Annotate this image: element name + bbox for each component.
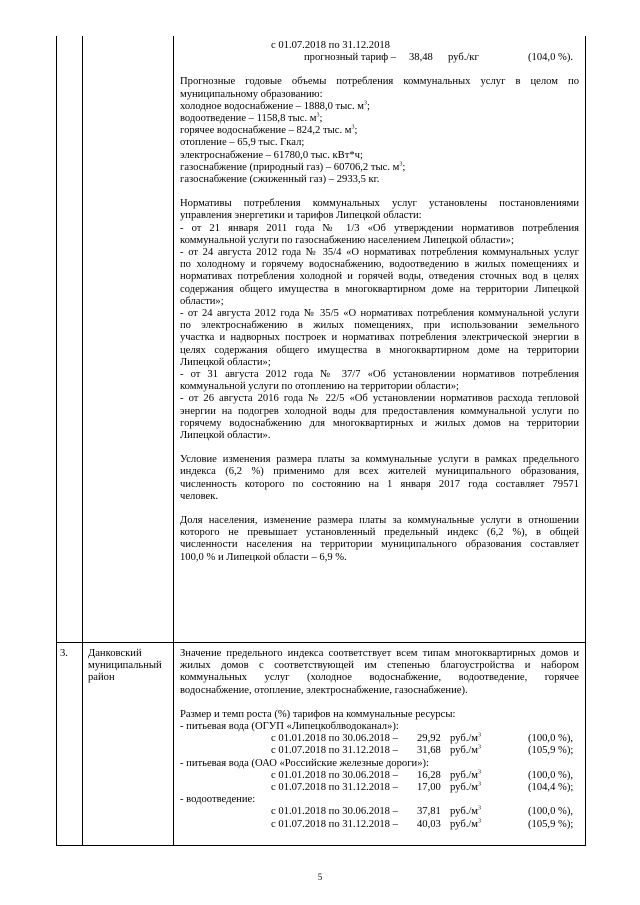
tariff-growth: (105,9 %); bbox=[528, 818, 574, 830]
tariff-value: 29,92 bbox=[417, 733, 441, 745]
unit-exponent: 3 bbox=[478, 744, 481, 751]
tariff-unit-wrap bbox=[450, 745, 481, 757]
volume-text: газоснабжение (сжиженный газ) – 2933,5 кг. bbox=[180, 174, 380, 185]
unit-exponent: 3 bbox=[399, 161, 403, 168]
text-line: горячему водоснабжению для многоквартирных и жилых домов на территории bbox=[180, 417, 579, 429]
index-paragraph bbox=[180, 648, 579, 697]
tariff-row bbox=[180, 782, 579, 794]
volume-item bbox=[180, 125, 579, 137]
district-line: Данковский bbox=[88, 648, 142, 659]
tariff-unit: руб./м bbox=[450, 745, 478, 757]
text-line: Липецкой области»; bbox=[180, 356, 271, 368]
tariff-growth: (100,0 %), bbox=[528, 733, 574, 745]
tariff-value: 16,28 bbox=[417, 769, 441, 781]
tariff-period: с 01.01.2018 по 30.06.2018 – bbox=[271, 769, 398, 781]
tariff-row bbox=[180, 806, 579, 818]
text-line: области»; bbox=[180, 295, 224, 307]
tariff-period: с 01.01.2018 по 30.06.2018 – bbox=[271, 733, 398, 745]
table-border-bottom bbox=[56, 845, 586, 846]
tariff-value: 17,00 bbox=[417, 781, 441, 793]
tariff-value: 40,03 bbox=[417, 818, 441, 830]
tariff-period: с 01.07.2018 по 31.12.2018 – bbox=[271, 745, 398, 757]
table-border-left bbox=[56, 36, 57, 846]
unit-exponent: 3 bbox=[478, 805, 481, 812]
content-cell-row3 bbox=[180, 648, 579, 831]
text-line: которого не превышает установленный предельный индекс (6,2 %), в общей bbox=[180, 527, 579, 539]
volume-text: газоснабжение (природный газ) – 60706,2 тыс. м bbox=[180, 161, 400, 173]
tariffs-intro: Размер и темп роста (%) тарифов на коммунальные ресурсы: bbox=[180, 708, 456, 720]
tariff-unit-wrap bbox=[450, 819, 481, 831]
volume-text: отопление – 65,9 тыс. Гкал; bbox=[180, 137, 305, 149]
volume-item bbox=[180, 162, 579, 174]
volume-tail: ; bbox=[402, 161, 406, 173]
volumes-list bbox=[180, 101, 579, 186]
share-paragraph bbox=[180, 515, 579, 564]
text-line: энергии на подогрев холодной воды для предоставления коммунальной услуги по bbox=[180, 405, 579, 417]
tariff-row bbox=[180, 745, 579, 757]
text-line: - от 21 января 2011 года № 1/3 «Об утверждении нормативов потребления bbox=[180, 222, 579, 234]
text-line: - от 26 августа 2016 года № 22/5 «Об установлении нормативов расхода тепловой bbox=[180, 393, 579, 405]
text-line: жилых домов с соответствующей им степенью благоустройства и набором bbox=[180, 660, 579, 672]
condition-paragraph bbox=[180, 454, 579, 503]
volume-text: электроснабжение – 61780,0 тыс. кВт*ч; bbox=[180, 149, 363, 161]
tariff-row bbox=[180, 770, 579, 782]
tariff-growth: (104,4 %); bbox=[528, 781, 574, 793]
text-line: численность которого по состоянию на 1 января 2017 года составляет 79571 bbox=[180, 478, 579, 490]
volume-tail: ; bbox=[354, 125, 358, 137]
unit-exponent: 3 bbox=[478, 769, 481, 776]
tariff-period: с 01.07.2018 по 31.12.2018 – bbox=[271, 818, 398, 830]
tariff-period: с 01.07.2018 по 31.12.2018 bbox=[271, 40, 390, 51]
page-number: 5 bbox=[317, 872, 323, 882]
volume-tail: ; bbox=[319, 112, 323, 124]
tariff-line bbox=[180, 52, 579, 64]
norms-paragraph bbox=[180, 198, 579, 442]
volume-item bbox=[180, 174, 579, 186]
row-number: 3. bbox=[60, 648, 68, 659]
text-line: целях содержания общего имущества в многоквартирном доме на территории bbox=[180, 344, 579, 356]
content-cell-row2 bbox=[180, 40, 579, 564]
volume-item bbox=[180, 113, 579, 125]
tariff-group-title: - водоотведение: bbox=[180, 794, 256, 806]
text-line: Условие изменения размера платы за коммунальные услуги в рамках предельного bbox=[180, 454, 579, 466]
tariff-row bbox=[180, 733, 579, 745]
unit-exponent: 3 bbox=[478, 818, 481, 825]
text-line: индекса (6,2 %) применимо для всех жителей муниципального образования, bbox=[180, 466, 579, 478]
tariff-unit-wrap bbox=[450, 770, 481, 782]
tariff-growth: (100,0 %), bbox=[528, 806, 574, 818]
unit-exponent: 3 bbox=[316, 112, 320, 119]
tariff-value: 38,48 bbox=[409, 52, 433, 64]
unit-exponent: 3 bbox=[478, 781, 481, 788]
table-border-col2 bbox=[173, 36, 174, 846]
text-line: нормативах потребления холодной и горячей воды, отведения сточных вод в целях bbox=[180, 271, 579, 283]
text-line: участка и надворных построек и нормативах потребления электрической энергии в bbox=[180, 332, 579, 344]
tariff-unit: руб./м bbox=[450, 818, 478, 830]
district-line: муниципальный bbox=[88, 660, 162, 672]
volume-item bbox=[180, 150, 579, 162]
text-line: - от 24 августа 2012 года № 35/5 «О нормативах потребления коммунальной услуги bbox=[180, 308, 579, 320]
tariff-groups bbox=[180, 721, 579, 831]
volume-tail: ; bbox=[366, 100, 370, 112]
table-border-right bbox=[585, 36, 586, 846]
text-line: содержания общего имущества в многоквартирном доме на территории Липецкой bbox=[180, 283, 579, 295]
text-line: Нормативы потребления коммунальных услуг установлены постановлениями bbox=[180, 198, 579, 210]
tariff-growth: (105,9 %); bbox=[528, 745, 574, 757]
tariff-growth: (100,0 %), bbox=[528, 769, 574, 781]
tariff-row bbox=[180, 819, 579, 831]
text-line: по электроснабжению в жилых помещениях, при использовании земельного bbox=[180, 320, 579, 332]
tariff-unit: руб./м bbox=[450, 769, 478, 781]
unit-exponent: 3 bbox=[363, 100, 367, 107]
tariff-unit-wrap bbox=[450, 806, 481, 818]
unit-exponent: 3 bbox=[478, 732, 481, 739]
text-line: численности населения на территории муниципального образования составляет bbox=[180, 539, 579, 551]
volumes-intro: Прогнозные годовые объемы потребления коммунальных услуг в целом по муниципальному образованию: bbox=[180, 76, 579, 100]
tariff-period: с 01.07.2018 по 31.12.2018 – bbox=[271, 781, 398, 793]
district-line: район bbox=[88, 672, 115, 684]
text-line: управления энергетики и тарифов Липецкой области: bbox=[180, 210, 422, 222]
volume-text: горячее водоснабжение – 824,2 тыс. м bbox=[180, 125, 352, 137]
tariff-value: 37,81 bbox=[417, 806, 441, 818]
tariff-unit: руб./м bbox=[450, 781, 478, 793]
text-line: коммунальной услуги по отоплению на территории области»; bbox=[180, 381, 459, 393]
tariff-label: прогнозный тариф – bbox=[304, 52, 397, 64]
table-border-col1 bbox=[82, 36, 83, 846]
text-line: коммунальной услуги по газоснабжению населением Липецкой области»; bbox=[180, 234, 514, 246]
tariff-group-title: - питьевая вода (ОГУП «Липецкоблводоканал»): bbox=[180, 721, 399, 733]
volume-text: холодное водоснабжение – 1888,0 тыс. м bbox=[180, 100, 364, 112]
text-line: коммунальных услуг (холодное водоснабжение, водоотведение, горячее bbox=[180, 672, 579, 684]
tariff-unit-wrap bbox=[450, 782, 481, 794]
text-line: по холодному и горячему водоснабжению, водоотведению в жилых помещениях и bbox=[180, 259, 579, 271]
tariff-growth: (104,0 %). bbox=[528, 52, 574, 64]
volume-item bbox=[180, 101, 579, 113]
table-row-divider bbox=[56, 642, 586, 643]
tariff-period: с 01.01.2018 по 30.06.2018 – bbox=[271, 806, 398, 818]
text-line: водоснабжение, отопление, электроснабжение, газоснабжение). bbox=[180, 684, 468, 696]
unit-exponent: 3 bbox=[351, 124, 355, 131]
tariff-value: 31,68 bbox=[417, 745, 441, 757]
text-line: Липецкой области». bbox=[180, 430, 271, 442]
tariff-unit-wrap bbox=[450, 733, 481, 745]
text-line: - от 24 августа 2012 года № 35/4 «О нормативах потребления коммунальных услуг bbox=[180, 247, 579, 259]
text-line: Значение предельного индекса соответствует всем типам многоквартирных домов и bbox=[180, 648, 579, 659]
text-line: 100,0 % и Липецкой области – 6,9 %. bbox=[180, 551, 347, 563]
volume-text: водоотведение – 1158,8 тыс. м bbox=[180, 112, 317, 124]
text-line: Доля населения, изменение размера платы за коммунальные услуги в отношении bbox=[180, 515, 579, 527]
district-name bbox=[88, 648, 172, 685]
volume-item bbox=[180, 137, 579, 149]
tariff-unit: руб./кг bbox=[448, 52, 479, 64]
text-line: - от 31 августа 2012 года № 37/7 «Об установлении нормативов потребления bbox=[180, 369, 579, 381]
text-line: человек. bbox=[180, 490, 219, 502]
tariff-group-title: - питьевая вода (ОАО «Российские железные дороги»): bbox=[180, 757, 429, 769]
tariff-line bbox=[180, 40, 579, 52]
tariff-unit: руб./м bbox=[450, 733, 478, 745]
tariff-unit: руб./м bbox=[450, 806, 478, 818]
